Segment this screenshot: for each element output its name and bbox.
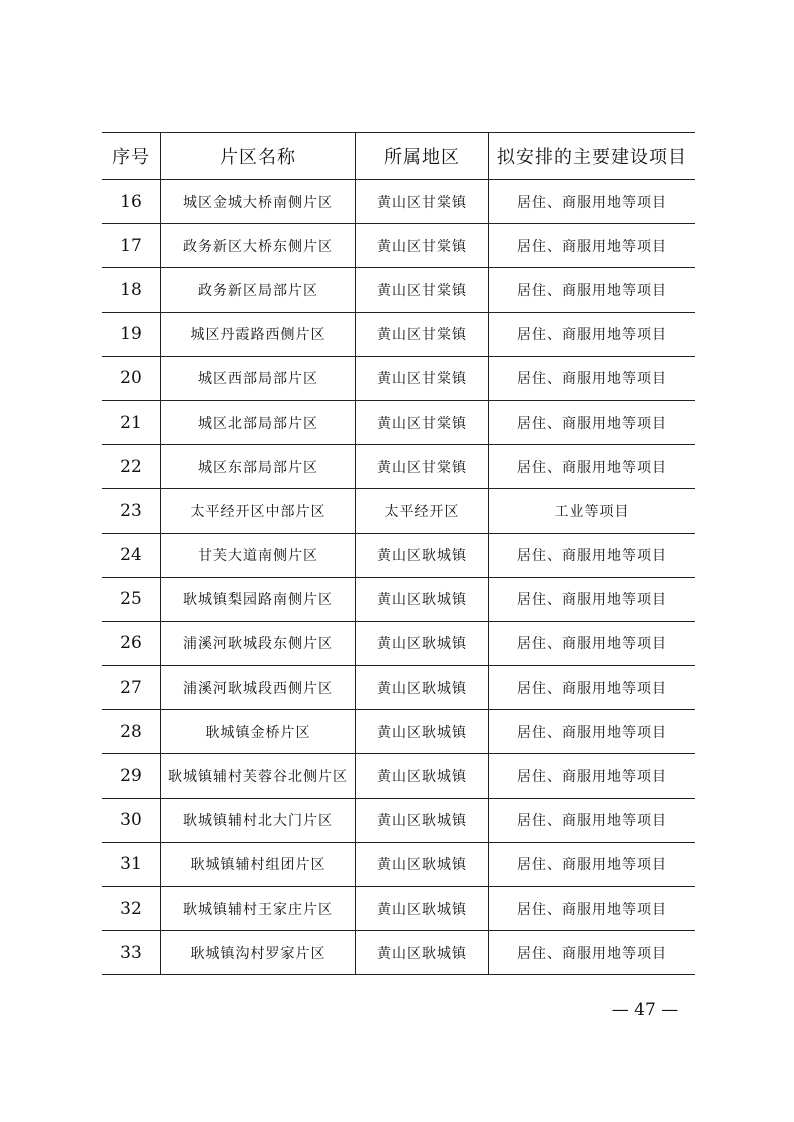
row-project: 居住、商服用地等项目 (489, 798, 696, 842)
row-area-name: 城区丹霞路西侧片区 (161, 312, 356, 356)
table-row (102, 754, 695, 798)
project-table (102, 132, 695, 975)
row-project: 居住、商服用地等项目 (489, 180, 696, 224)
row-area-name: 政务新区局部片区 (161, 268, 356, 312)
row-region: 黄山区耿城镇 (356, 931, 489, 975)
table-row (102, 180, 695, 224)
row-area-name: 政务新区大桥东侧片区 (161, 224, 356, 268)
row-area-name: 浦溪河耿城段西侧片区 (161, 666, 356, 710)
table-row (102, 356, 695, 400)
header-index: 序号 (102, 133, 161, 180)
table-row (102, 445, 695, 489)
table-row (102, 931, 695, 975)
row-index: 21 (102, 400, 161, 444)
table-row (102, 400, 695, 444)
row-area-name: 耿城镇辅村组团片区 (161, 842, 356, 886)
table-row (102, 621, 695, 665)
row-index: 20 (102, 356, 161, 400)
table-row (102, 577, 695, 621)
header-project: 拟安排的主要建设项目 (489, 133, 696, 180)
row-project: 居住、商服用地等项目 (489, 754, 696, 798)
row-index: 26 (102, 621, 161, 665)
header-region: 所属地区 (356, 133, 489, 180)
row-area-name: 城区东部局部片区 (161, 445, 356, 489)
row-index: 18 (102, 268, 161, 312)
table-header-row (102, 133, 695, 180)
row-project: 居住、商服用地等项目 (489, 931, 696, 975)
row-project: 居住、商服用地等项目 (489, 268, 696, 312)
row-index: 29 (102, 754, 161, 798)
row-area-name: 城区金城大桥南侧片区 (161, 180, 356, 224)
row-project: 居住、商服用地等项目 (489, 312, 696, 356)
table-row (102, 268, 695, 312)
row-region: 黄山区耿城镇 (356, 666, 489, 710)
row-project: 工业等项目 (489, 489, 696, 533)
table-row (102, 798, 695, 842)
row-region: 黄山区甘棠镇 (356, 224, 489, 268)
row-index: 28 (102, 710, 161, 754)
row-project: 居住、商服用地等项目 (489, 887, 696, 931)
row-index: 24 (102, 533, 161, 577)
row-region: 黄山区甘棠镇 (356, 268, 489, 312)
table-row (102, 666, 695, 710)
row-area-name: 耿城镇梨园路南侧片区 (161, 577, 356, 621)
page-number: — 47 — (611, 1000, 679, 1020)
table-body (102, 180, 695, 975)
table-row (102, 842, 695, 886)
row-region: 黄山区甘棠镇 (356, 312, 489, 356)
row-area-name: 耿城镇辅村王家庄片区 (161, 887, 356, 931)
row-region: 黄山区耿城镇 (356, 887, 489, 931)
table-row (102, 312, 695, 356)
row-region: 黄山区甘棠镇 (356, 445, 489, 489)
row-region: 黄山区耿城镇 (356, 710, 489, 754)
row-project: 居住、商服用地等项目 (489, 224, 696, 268)
row-index: 31 (102, 842, 161, 886)
row-area-name: 太平经开区中部片区 (161, 489, 356, 533)
row-project: 居住、商服用地等项目 (489, 400, 696, 444)
row-area-name: 城区西部局部片区 (161, 356, 356, 400)
row-region: 黄山区耿城镇 (356, 798, 489, 842)
row-area-name: 耿城镇金桥片区 (161, 710, 356, 754)
row-project: 居住、商服用地等项目 (489, 710, 696, 754)
row-area-name: 耿城镇辅村北大门片区 (161, 798, 356, 842)
row-project: 居住、商服用地等项目 (489, 842, 696, 886)
row-index: 32 (102, 887, 161, 931)
row-region: 黄山区耿城镇 (356, 754, 489, 798)
row-region: 黄山区甘棠镇 (356, 400, 489, 444)
table-row (102, 533, 695, 577)
row-region: 黄山区耿城镇 (356, 842, 489, 886)
table-row (102, 710, 695, 754)
row-area-name: 耿城镇沟村罗家片区 (161, 931, 356, 975)
row-area-name: 耿城镇辅村芙蓉谷北侧片区 (161, 754, 356, 798)
row-region: 黄山区甘棠镇 (356, 180, 489, 224)
table-row (102, 489, 695, 533)
row-index: 27 (102, 666, 161, 710)
row-index: 33 (102, 931, 161, 975)
row-project: 居住、商服用地等项目 (489, 577, 696, 621)
row-index: 22 (102, 445, 161, 489)
row-region: 黄山区耿城镇 (356, 577, 489, 621)
row-area-name: 城区北部局部片区 (161, 400, 356, 444)
row-region: 黄山区甘棠镇 (356, 356, 489, 400)
row-project: 居住、商服用地等项目 (489, 356, 696, 400)
row-index: 25 (102, 577, 161, 621)
row-index: 23 (102, 489, 161, 533)
table-row (102, 224, 695, 268)
row-index: 16 (102, 180, 161, 224)
row-region: 黄山区耿城镇 (356, 621, 489, 665)
header-area-name: 片区名称 (161, 133, 356, 180)
row-project: 居住、商服用地等项目 (489, 621, 696, 665)
row-index: 17 (102, 224, 161, 268)
row-area-name: 浦溪河耿城段东侧片区 (161, 621, 356, 665)
table-row (102, 887, 695, 931)
row-region: 黄山区耿城镇 (356, 533, 489, 577)
row-project: 居住、商服用地等项目 (489, 445, 696, 489)
row-project: 居住、商服用地等项目 (489, 666, 696, 710)
row-project: 居住、商服用地等项目 (489, 533, 696, 577)
row-index: 30 (102, 798, 161, 842)
row-area-name: 甘芙大道南侧片区 (161, 533, 356, 577)
row-index: 19 (102, 312, 161, 356)
row-region: 太平经开区 (356, 489, 489, 533)
